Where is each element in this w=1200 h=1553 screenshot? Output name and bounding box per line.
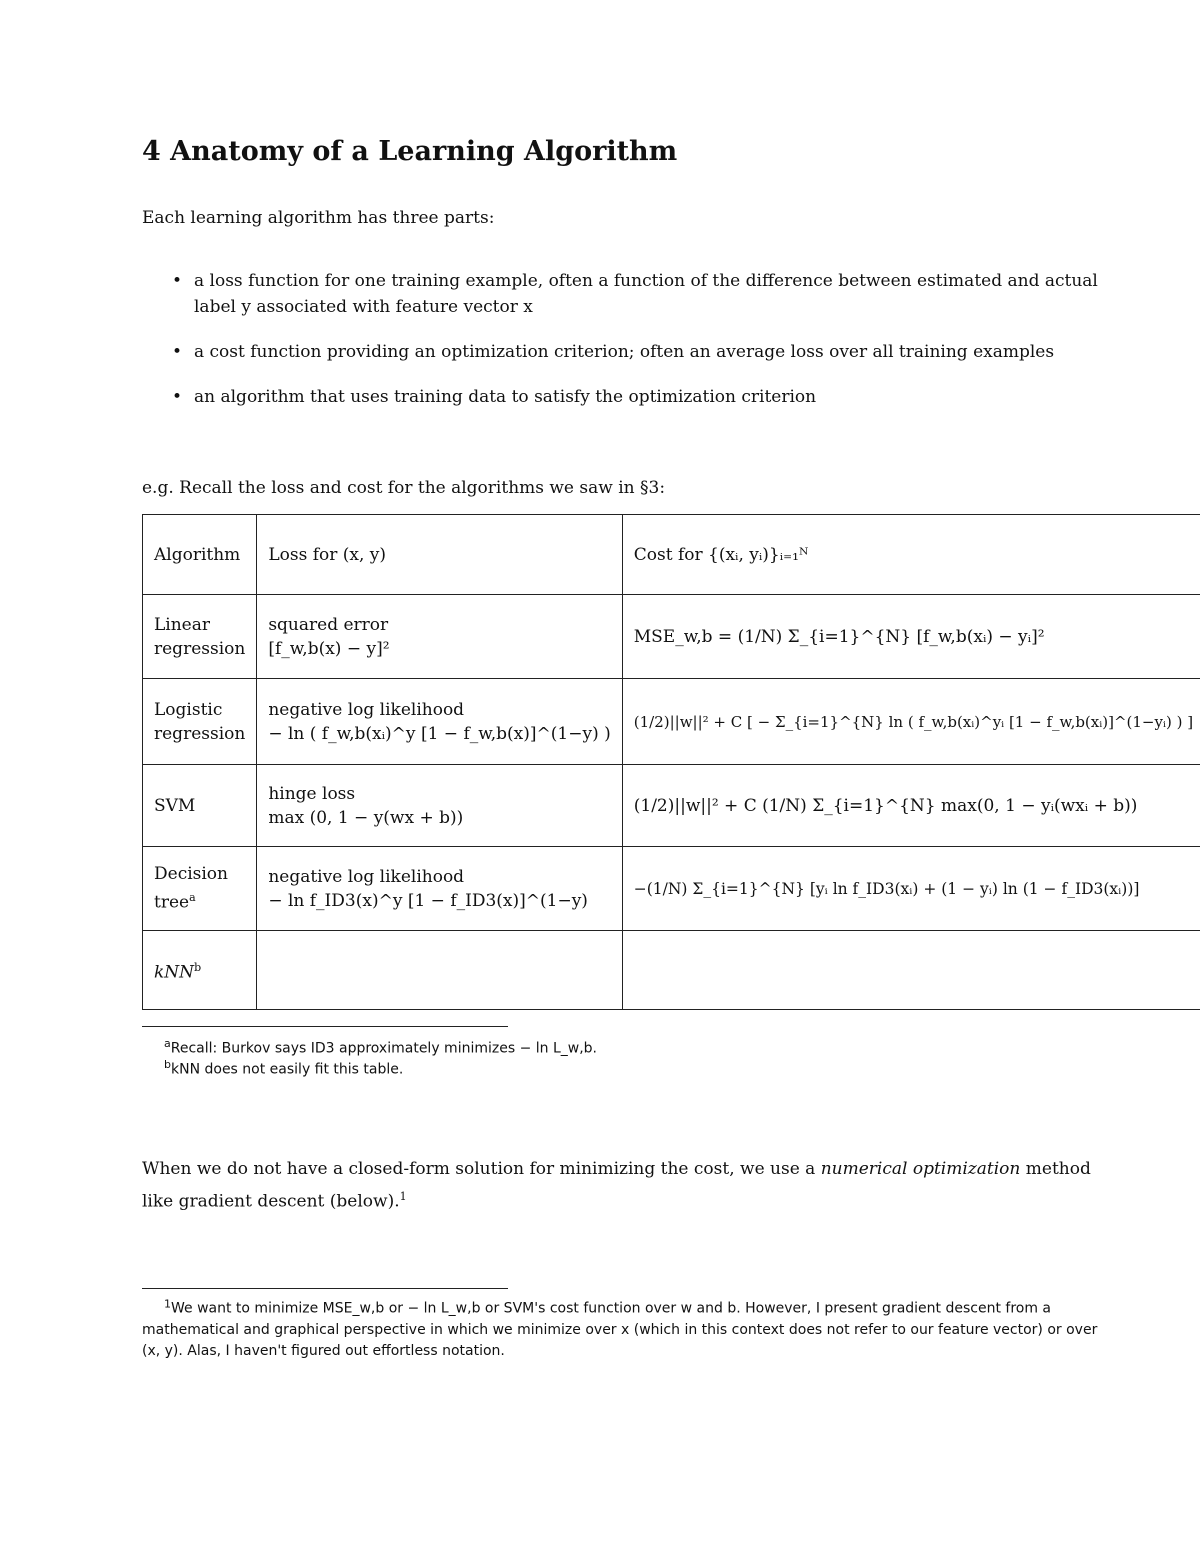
row-algorithm: SVM [143,765,257,847]
table-header-row [143,515,1200,595]
loss-name: negative log likelihood [268,866,465,887]
table-row [143,847,1200,931]
footnote-mark: b [194,960,202,974]
table-row [143,679,1200,765]
list-item: • an algorithm that uses training data to satisfy the optimization criterion [142,384,1102,410]
list-item: • a cost function providing an optimization criterion; often an average loss over all training examples [142,339,1102,365]
loss-name: negative log likelihood [268,699,465,720]
algorithm-label: Decision tree [154,864,228,913]
table-row [143,765,1200,847]
loss-name: hinge loss [268,783,356,804]
table-row [143,931,1200,1010]
row-cost [622,931,1200,1010]
page-footnote-1: $^1$We want to minimize MSE_w,b or − ln L_w,b or SVM's cost function over w and b. However, I present gradient descent from a mathematical and graphical perspective in which we minimize over x (which in this context does not refer to our feature vector) or over (x, y). Alas, I haven't figured out effortless notation. [142,1297,1098,1359]
intro-paragraph: Each learning algorithm has three parts: [142,208,495,228]
row-algorithm: Linear regression [143,595,257,679]
row-algorithm: Logistic regression [143,679,257,765]
row-algorithm [143,931,257,1010]
loss-formula: − ln ( f_w,b(xᵢ)^y [1 − f_w,b(x)]^(1−y) ) [268,723,611,744]
loss-formula: max (0, 1 − y(wx + b)) [268,807,464,828]
loss-name: squared error [268,614,389,635]
page-footnote-rule [142,1288,508,1289]
footnote-mark: a [189,891,196,905]
row-cost: (1/2)||w||² + C (1/N) Σ_{i=1}^{N} max(0, 1 − yᵢ(wxᵢ + b)) [622,765,1200,847]
row-loss [257,931,622,1010]
row-cost: MSE_w,b = (1/N) Σ_{i=1}^{N} [f_w,b(xᵢ) − yᵢ]² [622,595,1200,679]
loss-cost-table [142,514,1200,1010]
loss-formula: − ln f_ID3(x)^y [1 − f_ID3(x)]^(1−y) [268,890,588,911]
row-loss [257,595,622,679]
closing-paragraph: When we do not have a closed-form solution for minimizing the cost, we use a numerical optimization method like gradient descent (below).$^1$ [142,1159,1091,1212]
footnote-mark: 1 [399,1190,407,1203]
parts-list [142,268,1102,429]
eg-paragraph: e.g. Recall the loss and cost for the algorithms we saw in §3: [142,478,666,498]
algorithm-label: kNN [154,962,195,983]
table-row [143,595,1200,679]
row-cost: (1/2)||w||² + C [ − Σ_{i=1}^{N} ln ( f_w,b(xᵢ)^yᵢ [1 − f_w,b(xᵢ)]^(1−yᵢ) ) ] [622,679,1200,765]
loss-formula: [f_w,b(x) − y]² [268,638,390,659]
table-footnote-rule [142,1026,508,1027]
table-footnote-b: $^b$kNN does not easily fit this table. [164,1058,404,1078]
section-title: 4 Anatomy of a Learning Algorithm [142,136,678,167]
header-loss: Loss for (x, y) [257,515,622,595]
emphasis: numerical optimization [820,1159,1021,1179]
row-loss [257,679,622,765]
row-loss [257,765,622,847]
list-item: • a loss function for one training example, often a function of the difference between estimated and actual label y associated with feature vector x [142,268,1102,320]
row-cost: −(1/N) Σ_{i=1}^{N} [yᵢ ln f_ID3(xᵢ) + (1 − yᵢ) ln (1 − f_ID3(xᵢ))] [622,847,1200,931]
row-loss [257,847,622,931]
header-algorithm: Algorithm [143,515,257,595]
row-algorithm [143,847,257,931]
header-cost: Cost for {(xᵢ, yᵢ)}ᵢ₌₁ᴺ [622,515,1200,595]
table-footnote-a: $^a$Recall: Burkov says ID3 approximately minimizes − ln L_w,b. [164,1037,598,1057]
